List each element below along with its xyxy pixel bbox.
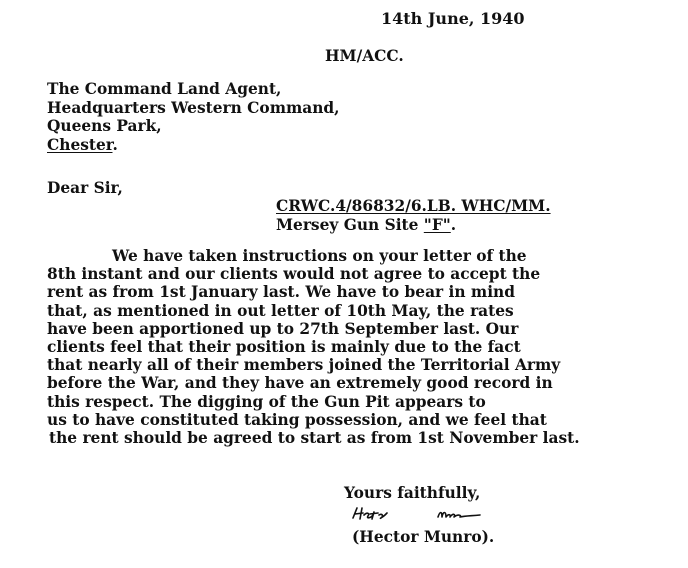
body-line: us to have constituted taking possession, and we feel that <box>47 410 547 429</box>
body-line: have been apportioned up to 27th September last. Our <box>47 319 519 338</box>
site-name: Mersey Gun Site <box>276 215 424 234</box>
letter-date: 14th June, 1940 <box>381 9 525 28</box>
letter-body <box>46 247 580 447</box>
body-line: clients feel that their position is mainly due to the fact <box>47 338 521 357</box>
closing: Yours faithfully, <box>344 484 481 502</box>
body-line: 8th instant and our clients would not agree to accept the <box>47 265 541 284</box>
address-line: The Command Land Agent, <box>47 80 282 98</box>
letter-reference: HM/ACC. <box>325 47 404 65</box>
body-line: that nearly all of their members joined the Territorial Army <box>47 356 561 375</box>
body-line: We have taken instructions on your letter of the <box>112 247 527 265</box>
body-line: this respect. The digging of the Gun Pit appears to <box>47 392 486 411</box>
address-line-city <box>47 136 340 155</box>
body-line: that, as mentioned in out letter of 10th May, the rates <box>47 301 514 320</box>
site-letter: "F" <box>423 215 451 234</box>
address-line: Queens Park, <box>47 117 162 135</box>
subject-ref-site <box>276 216 551 235</box>
address-line: Headquarters Western Command, <box>47 98 340 117</box>
salutation: Dear Sir, <box>47 179 123 197</box>
signature-name: (Hector Munro). <box>352 528 495 546</box>
body-line: the rent should be agreed to start as from 1st November last. <box>49 429 580 448</box>
recipient-address <box>47 80 340 154</box>
site-punct: . <box>450 215 457 234</box>
body-line: rent as from 1st January last. We have to bear in mind <box>47 283 515 302</box>
subject-ref-code: CRWC.4/86832/6.LB. WHC/MM. <box>276 197 551 215</box>
address-city: Chester <box>47 135 113 154</box>
subject-reference <box>276 197 551 234</box>
handwritten-signature <box>350 504 490 526</box>
body-line: before the War, and they have an extremely good record in <box>47 374 553 393</box>
address-city-punct: . <box>112 135 118 154</box>
